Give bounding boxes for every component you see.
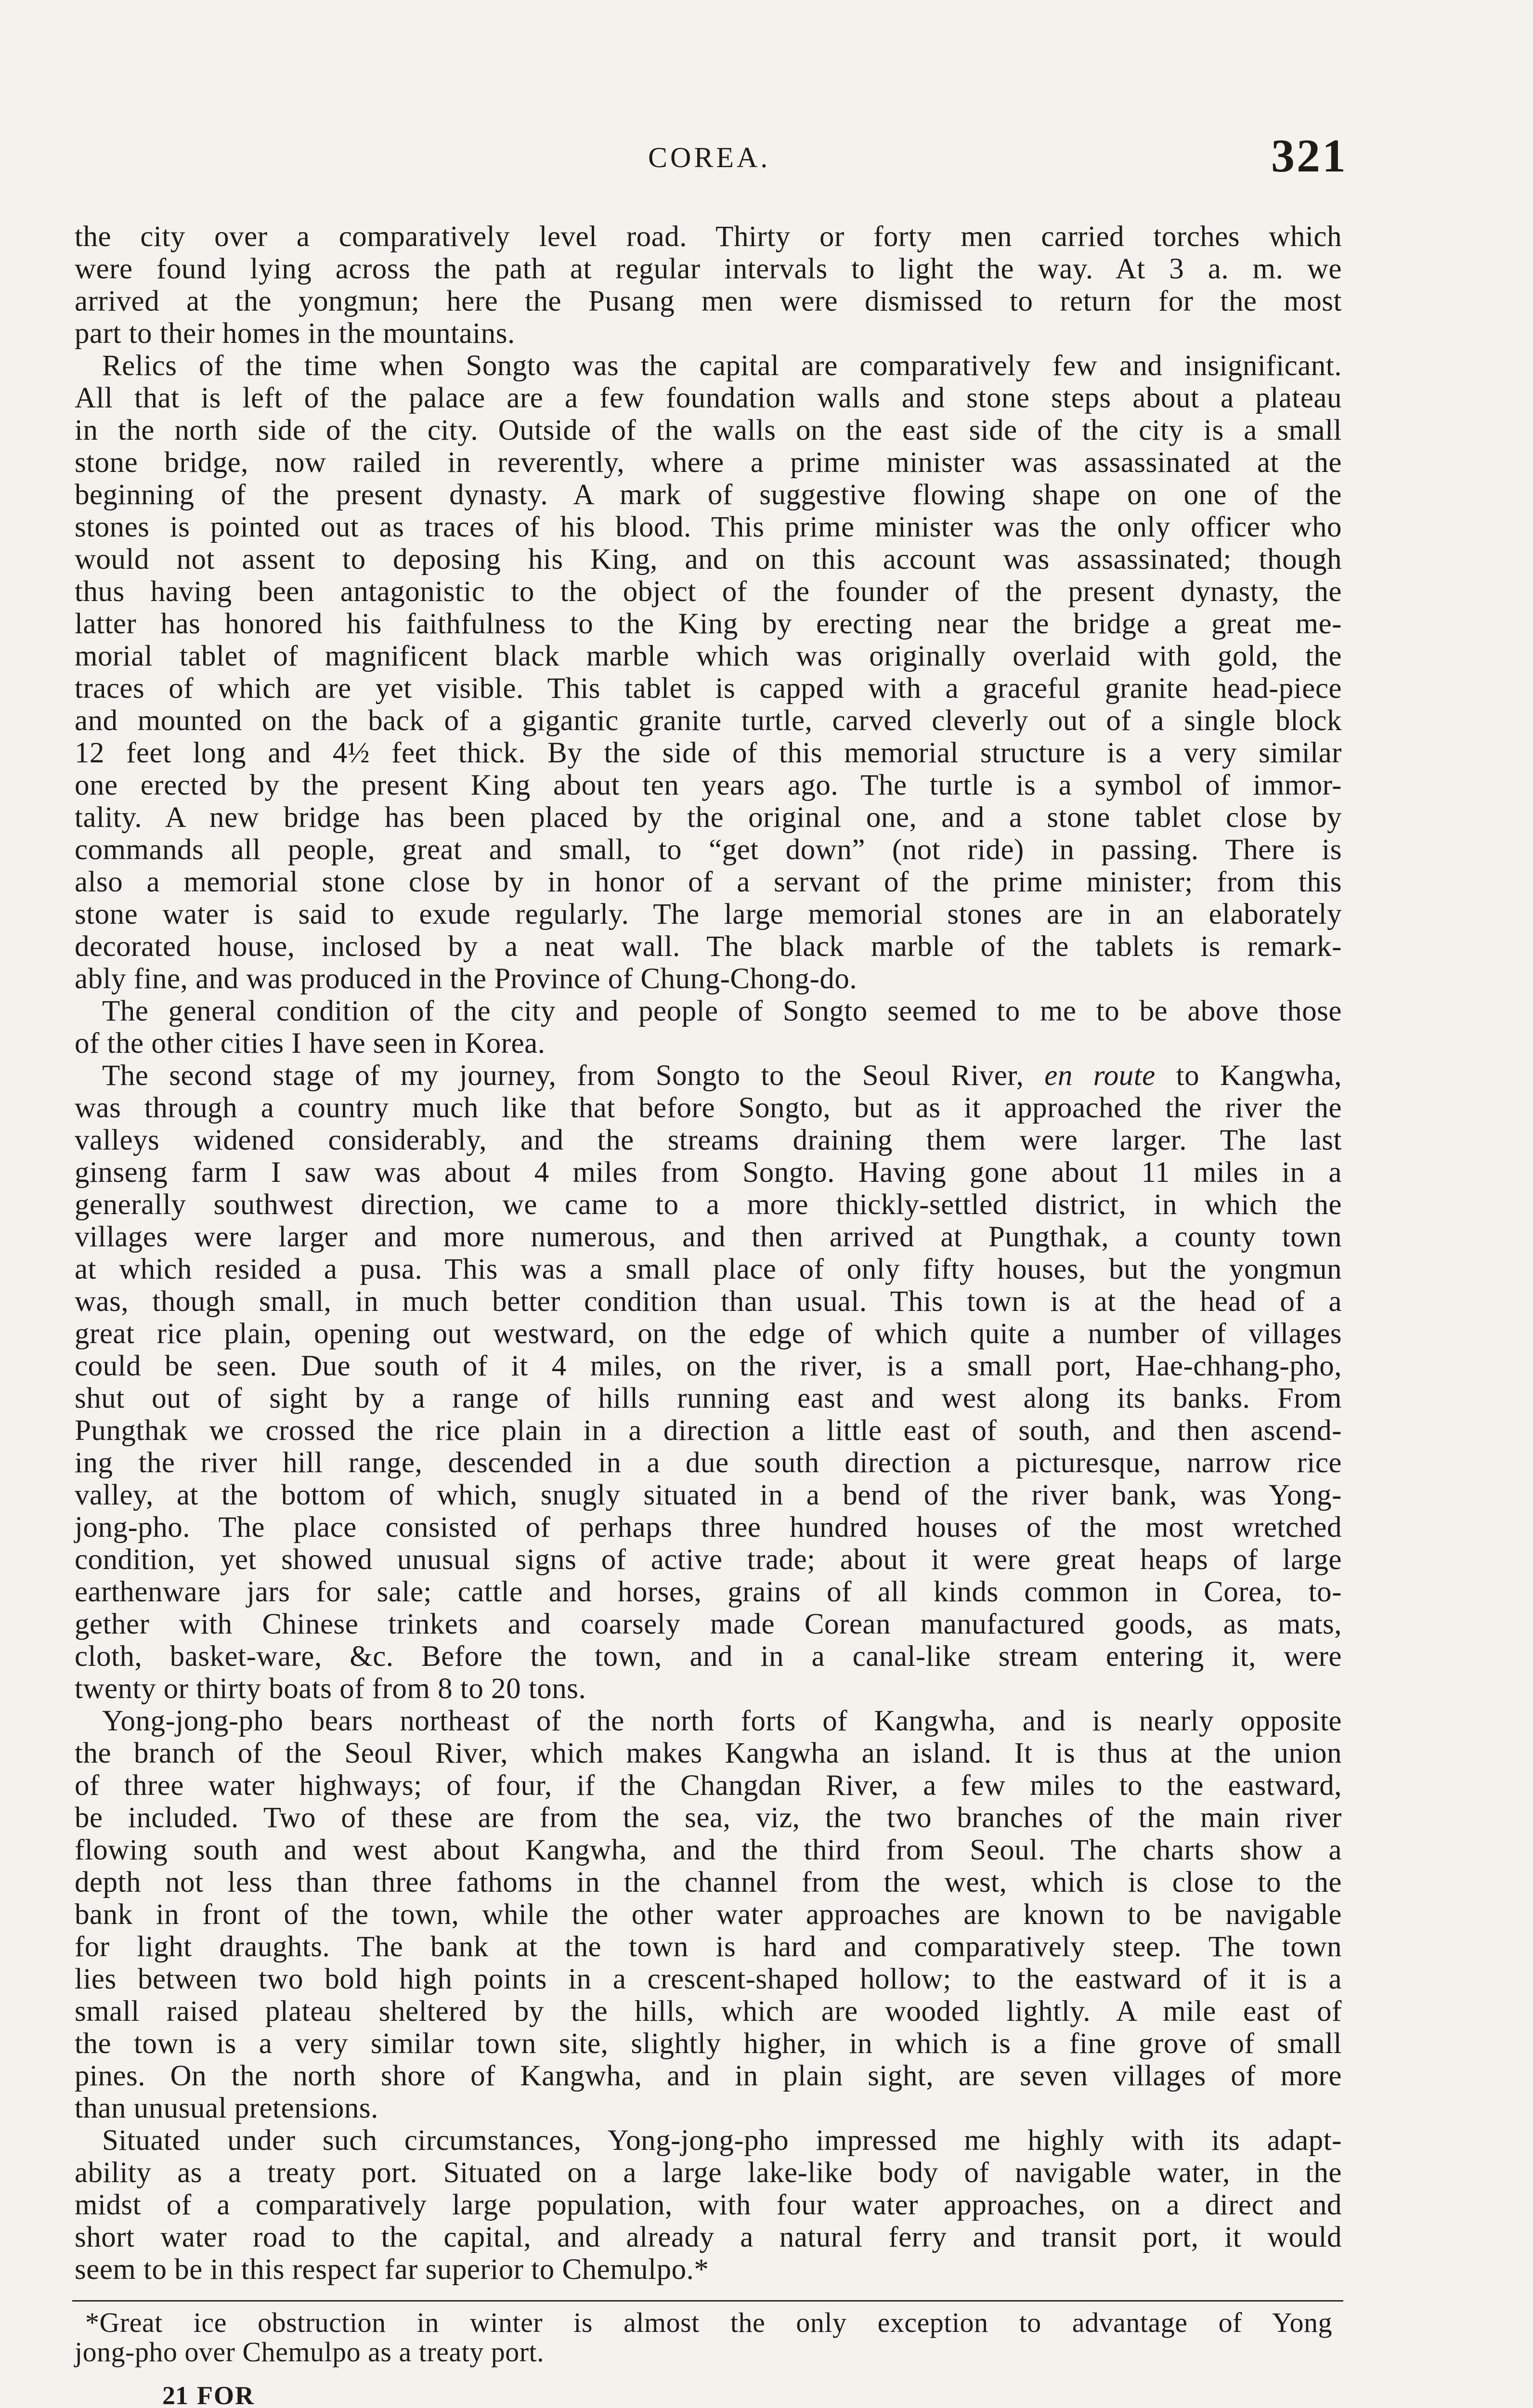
text-line: stone bridge, now railed in reverently, where a prime minister was assassinated at the [75, 446, 1342, 479]
text-line: 12 feet long and 4½ feet thick. By the side of this memorial structure is a very similar [75, 737, 1342, 769]
paragraph [75, 995, 1342, 1060]
text-line: and mounted on the back of a gigantic granite turtle, carved cleverly out of a single block [75, 705, 1342, 737]
text-line: beginning of the present dynasty. A mark of suggestive flowing shape on one of the [75, 479, 1342, 511]
text-line: of three water highways; of four, if the Changdan River, a few miles to the eastward, [75, 1769, 1342, 1802]
text-line: All that is left of the palace are a few foundation walls and stone steps about a plateau [75, 382, 1342, 414]
text-line: than unusual pretensions. [75, 2092, 378, 2124]
page-number: 321 [1271, 130, 1348, 182]
text-line: Situated under such circumstances, Yong-jong-pho impressed me highly with its adapt- [102, 2124, 1342, 2157]
text-line: lies between two bold high points in a crescent-shaped hollow; to the eastward of it is a [75, 1963, 1342, 1995]
running-title: COREA. [648, 142, 771, 173]
text-line: was through a country much like that before Songto, but as it approached the river the [75, 1092, 1342, 1124]
text-line [75, 1060, 1342, 1092]
text-line: of the other cities I have seen in Korea. [75, 1027, 546, 1060]
text-line: cloth, basket-ware, &c. Before the town, and in a canal-like stream entering it, were [75, 1640, 1342, 1673]
text-line: tality. A new bridge has been placed by the original one, and a stone tablet close by [75, 801, 1342, 834]
text-line: would not assent to deposing his King, and on this account was assassinated; though [75, 543, 1342, 576]
text-line: Pungthak we crossed the rice plain in a direction a little east of south, and then ascend- [75, 1414, 1342, 1447]
text-line: decorated house, inclosed by a neat wall. The black marble of the tablets is remark- [75, 930, 1342, 963]
text-segment: to Kangwha, [1155, 1060, 1342, 1092]
text-line: in the north side of the city. Outside of the walls on the east side of the city is a small [75, 414, 1342, 446]
text-line: ability as a treaty port. Situated on a large lake-like body of navigable water, in the [75, 2157, 1342, 2189]
text-line: short water road to the capital, and already a natural ferry and transit port, it would [75, 2221, 1342, 2253]
text-line: be included. Two of these are from the sea, viz, the two branches of the main river [75, 1802, 1342, 1834]
text-line: pines. On the north shore of Kangwha, and in plain sight, are seven villages of more [75, 2060, 1342, 2092]
text-line: traces of which are yet visible. This tablet is capped with a graceful granite head-piece [75, 672, 1342, 705]
text-line: villages were larger and more numerous, and then arrived at Pungthak, a county town [75, 1221, 1342, 1253]
text-line: ginseng farm I saw was about 4 miles from Songto. Having gone about 11 miles in a [75, 1156, 1342, 1189]
text-line: stones is pointed out as traces of his blood. This prime minister was the only officer who [75, 511, 1342, 543]
paragraph [75, 1060, 1342, 1705]
footnote-line: *Great ice obstruction in winter is almost the only exception to advantage of Yong [85, 2307, 1332, 2338]
text-line: was, though small, in much better condition than usual. This town is at the head of a [75, 1285, 1342, 1318]
text-line: great rice plain, opening out westward, on the edge of which quite a number of villages [75, 1318, 1342, 1350]
text-line: jong-pho. The place consisted of perhaps three hundred houses of the most wretched [75, 1511, 1342, 1544]
text-line: twenty or thirty boats of from 8 to 20 tons. [75, 1673, 586, 1705]
text-line: flowing south and west about Kangwha, and the third from Seoul. The charts show a [75, 1834, 1342, 1866]
text-line: arrived at the yongmun; here the Pusang men were dismissed to return for the most [75, 285, 1342, 317]
text-line: seem to be in this respect far superior to Chemulpo.* [75, 2253, 709, 2286]
text-line: could be seen. Due south of it 4 miles, on the river, is a small port, Hae-chhang-pho, [75, 1350, 1342, 1382]
emphasis-text: en route [1044, 1060, 1156, 1092]
text-line: Yong-jong-pho bears northeast of the north forts of Kangwha, and is nearly opposite [102, 1705, 1342, 1737]
text-line: part to their homes in the mountains. [75, 317, 515, 350]
text-line: midst of a comparatively large population, with four water approaches, on a direct and [75, 2189, 1342, 2221]
footnote [75, 2308, 1332, 2367]
text-line: also a memorial stone close by in honor of a servant of the prime minister; from this [75, 866, 1342, 898]
footnote-line: jong-pho over Chemulpo as a treaty port. [75, 2336, 545, 2368]
text-line: the town is a very similar town site, slightly higher, in which is a fine grove of small [75, 2028, 1342, 2060]
text-line: ably fine, and was produced in the Province of Chung-Chong-do. [75, 963, 857, 995]
text-line: bank in front of the town, while the other water approaches are known to be navigable [75, 1898, 1342, 1931]
text-line: valleys widened considerably, and the streams draining them were larger. The last [75, 1124, 1342, 1156]
text-line: latter has honored his faithfulness to the King by erecting near the bridge a great me- [75, 608, 1342, 640]
text-line: depth not less than three fathoms in the channel from the west, which is close to the [75, 1866, 1342, 1898]
signature-line [162, 2381, 255, 2408]
text-line: generally southwest direction, we came to a more thickly-settled district, in which the [75, 1189, 1342, 1221]
body-text [75, 221, 1342, 2286]
paragraph [75, 1705, 1342, 2124]
text-line: The general condition of the city and people of Songto seemed to me to be above those [102, 995, 1342, 1027]
text-line: were found lying across the path at regular intervals to light the way. At 3 a. m. we [75, 253, 1342, 285]
text-line: for light draughts. The bank at the town is hard and comparatively steep. The town [75, 1931, 1342, 1963]
paragraph [75, 2124, 1342, 2286]
footnote-rule [72, 2300, 1343, 2302]
text-line: stone water is said to exude regularly. The large memorial stones are in an elaborately [75, 898, 1342, 930]
text-line: morial tablet of magnificent black marble which was originally overlaid with gold, the [75, 640, 1342, 672]
text-line: small raised plateau sheltered by the hills, which are wooded lightly. A mile east of [75, 1995, 1342, 2028]
text-line: earthenware jars for sale; cattle and horses, grains of all kinds common in Corea, to- [75, 1576, 1342, 1608]
text-line: at which resided a pusa. This was a small place of only fifty houses, but the yongmun [75, 1253, 1342, 1285]
text-segment: The second stage of my journey, from Songto to the Seoul River, [102, 1060, 1045, 1092]
paragraph [75, 221, 1342, 350]
text-line: the city over a comparatively level road. Thirty or forty men carried torches which [75, 221, 1342, 253]
catchword: FOR [197, 2381, 255, 2408]
text-line: one erected by the present King about ten years ago. The turtle is a symbol of immor- [75, 769, 1342, 801]
text-line: gether with Chinese trinkets and coarsely made Corean manufactured goods, as mats, [75, 1608, 1342, 1640]
text-line: condition, yet showed unusual signs of active trade; about it were great heaps of large [75, 1544, 1342, 1576]
paragraph [75, 350, 1342, 995]
text-line: valley, at the bottom of which, snugly situated in a bend of the river bank, was Yong- [75, 1479, 1342, 1511]
text-line: shut out of sight by a range of hills running east and west along its banks. From [75, 1382, 1342, 1414]
text-line: the branch of the Seoul River, which makes Kangwha an island. It is thus at the union [75, 1737, 1342, 1769]
text-line: thus having been antagonistic to the object of the founder of the present dynasty, the [75, 576, 1342, 608]
text-line: commands all people, great and small, to “get down” (not ride) in passing. There is [75, 834, 1342, 866]
signature-mark: 21 [162, 2381, 188, 2408]
text-line: Relics of the time when Songto was the capital are comparatively few and insignificant. [102, 350, 1342, 382]
text-line: ing the river hill range, descended in a due south direction a picturesque, narrow rice [75, 1447, 1342, 1479]
